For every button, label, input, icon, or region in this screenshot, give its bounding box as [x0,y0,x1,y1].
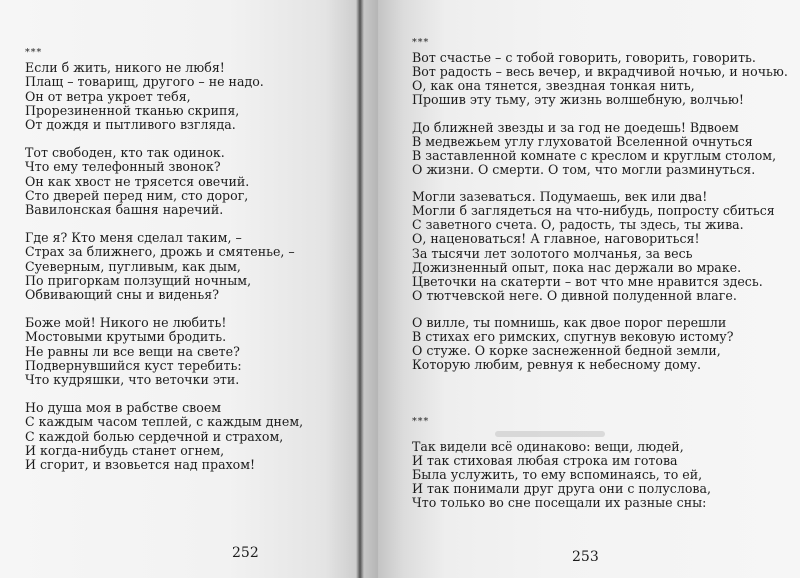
poem-line: О, как она тянется, звездная тонкая нить, [412,78,695,94]
poem-line: Тот свободен, кто так одинок. [25,144,225,160]
stanza [25,146,345,217]
poem-line: С заветного счета. О, радость, ты здесь, ты жива. [412,217,744,233]
poem-line: О вилле, ты помнишь, как двое порог перешли [412,315,727,331]
poem-line: Он от ветра укроет тебя, [25,88,191,104]
poem-line: Могли б заглядеться на что-нибудь, попросту сбиться [412,203,775,219]
poem-line: Обвивающий сны и виденья? [25,287,219,303]
poem-line: За тысячи лет золотого молчанья, за весь [412,245,693,261]
stanza [25,316,345,387]
poem-line: Вот радость – весь вечер, и вкрадчивой ночью, и ночью. [412,64,788,80]
poem-line: Страх за ближнего, дрожь и смятенье, – [25,244,295,260]
poem-line: Он как хвост не трясется овечий. [25,173,250,189]
poem-line: От дождя и пытливого взгляда. [25,117,236,133]
poem-line: И сгорит, и взовьется над прахом! [25,457,256,473]
stanza [25,231,345,302]
poem-line: И так понимали друг друга они с полуслова, [412,480,712,496]
poem-line: Так видели всё одинаково: вещи, людей, [412,438,684,454]
poem-line: Прошив эту тьму, эту жизнь волшебную, волчью! [412,92,744,108]
poem-line: Но душа моя в рабстве своем [25,399,222,415]
poem-asterism: *** [412,37,430,48]
poem-line: Если б жить, никого не любя! [25,60,225,75]
poem-line: Дожизненный опыт, пока нас держали во мраке. [412,259,742,275]
right-poem [412,37,788,523]
poem-line: Подвернувшийся куст теребить: [25,357,242,373]
poem-line: Что кудряшки, что веточки эти. [25,372,240,388]
poem-line: Вавилонская башня наречий. [25,202,224,218]
poem-line: В стихах его римских, спугнув вековую истому? [412,329,734,345]
stanza [412,121,782,177]
stanza [25,401,345,472]
book-gutter [356,0,364,578]
poem-line: Что только во сне посещали их разные сны: [412,495,707,510]
left-poem [25,47,345,486]
poem-asterism: *** [25,47,43,58]
poem-line: О стуже. О корке заснеженной бедной земли, [412,343,721,359]
poem-line: Сто дверей перед ним, сто дорог, [25,187,249,203]
stanza [412,440,782,510]
poem-line: Была услужить, то ему вспоминаясь, то ей, [412,466,703,482]
page-number-right: 253 [572,549,599,565]
poem-line: О тютчевской неге. О дивной полуденной влаге. [412,287,737,303]
poem-line: И так стиховая любая строка им готова [412,452,678,468]
poem-line: О жизни. О смерти. О том, что могли разминуться. [412,161,756,177]
stanza [412,316,782,372]
poem-line: До ближней звезды и за год не доедешь! Вдвоем [412,119,739,135]
poem-line: Мостовыми крутыми бродить. [25,329,227,345]
poem-line: Цветочки на скатерти – вот что мне нравится здесь. [412,273,763,289]
poem-line: Не равны ли все вещи на свете? [25,343,240,359]
poem-line: С каждой болью сердечной и страхом, [25,428,284,444]
poem-line: Боже мой! Никого не любить! [25,314,227,330]
section-gap [412,386,782,416]
poem-line: С каждым часом теплей, с каждым днем, [25,414,304,430]
poem-line: Вот счастье – с тобой говорить, говорить, говорить. [412,50,756,65]
poem-line: Плащ – товарищ, другого – не надо. [25,74,264,90]
poem-line: В медвежьем углу глуховатой Вселенной очнуться [412,133,753,149]
poem-asterism: *** [412,415,430,427]
poem-line: Могли зазеваться. Подумаешь, век или два! [412,189,708,205]
poem-line: Где я? Кто меня сделал таким, – [25,229,242,245]
poem-line: И когда-нибудь станет огнем, [25,442,225,458]
poem-line: Что ему телефонный звонок? [25,159,221,175]
page-number-left: 252 [232,545,259,561]
poem-line: Суеверным, пугливым, как дым, [25,258,241,274]
poem-line: Которую любим, ревнуя к небесному дому. [412,357,701,373]
stanza [25,61,345,132]
stanza [412,50,788,108]
poem-line: По пригоркам ползущий ночным, [25,272,252,288]
poem-line: О, наценоваться! А главное, наговориться! [412,231,700,247]
stanza [412,190,782,303]
poem-line: Прорезиненной тканью скрипя, [25,102,240,118]
poem-line: В заставленной комнате с креслом и круглым столом, [412,147,777,163]
